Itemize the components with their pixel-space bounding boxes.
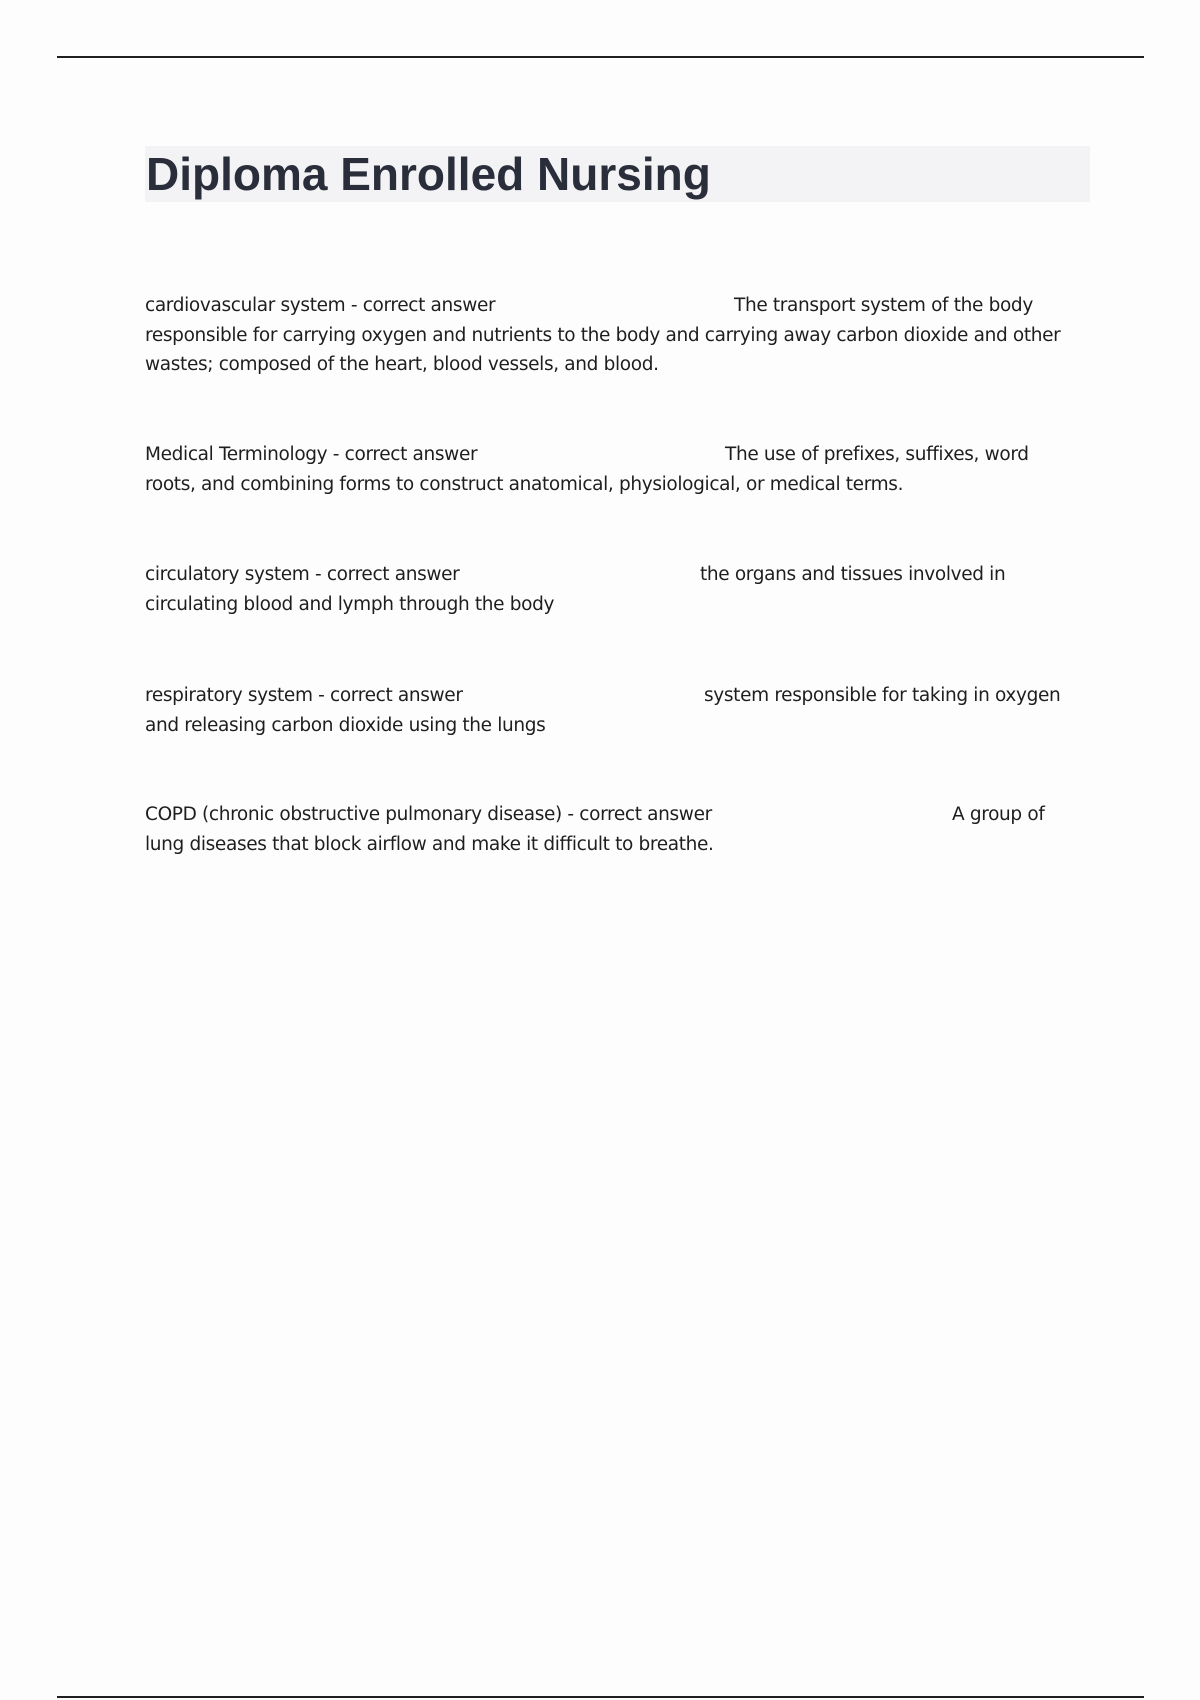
flashcard (145, 681, 1075, 740)
flashcard-term: respiratory system - correct answer (145, 685, 463, 706)
bottom-rule (57, 1696, 1144, 1698)
flashcard (145, 800, 1075, 859)
flashcard-term: Medical Terminology - correct answer (145, 444, 478, 465)
flashcard (145, 560, 1075, 619)
flashcard-term: circulatory system - correct answer (145, 564, 460, 585)
flashcard-definition: the organs and tissues involved in circulating blood and lymph through the body (145, 564, 1006, 615)
flashcard-definition: system responsible for taking in oxygen and releasing carbon dioxide using the lungs (145, 685, 1061, 736)
flashcard (145, 291, 1075, 380)
flashcard-definition: The use of prefixes, suffixes, word roots, and combining forms to construct anatomical, physiological, or medical terms. (145, 444, 1029, 495)
top-rule (57, 56, 1144, 58)
flashcard-definition: A group of lung diseases that block airflow and make it difficult to breathe. (145, 804, 1045, 855)
flashcard (145, 440, 1075, 499)
document-title: Diploma Enrolled Nursing (146, 148, 711, 200)
flashcard-definition: The transport system of the body responsible for carrying oxygen and nutrients to the body and carrying away carbon dioxide and other wastes; composed of the heart, blood vessels, and blood. (145, 295, 1061, 375)
flashcard-term: COPD (chronic obstructive pulmonary disease) - correct answer (145, 804, 712, 825)
flashcard-term: cardiovascular system - correct answer (145, 295, 496, 316)
